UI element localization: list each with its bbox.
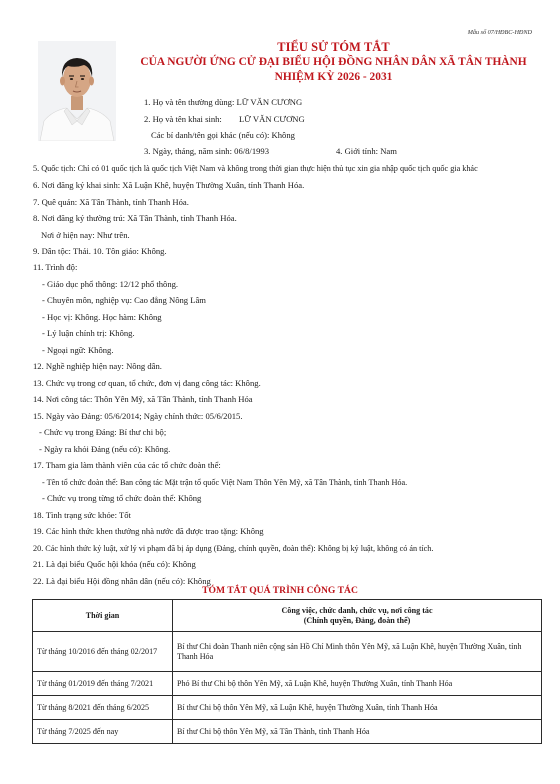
field-awards: 19. Các hình thức khen thưởng nhà nước đã được trao tặng: Không [33,526,264,536]
field-organization-name: - Tên tổ chức đoàn thể: Ban công tác Mặt trận tổ quốc Việt Nam Thôn Yên Mỹ, xã Tân Thành, tỉnh Thanh Hóa. [42,478,408,487]
field-education-heading: 11. Trình độ: [33,262,78,272]
field-organization-position: - Chức vụ trong từng tổ chức đoàn thể: Không [42,493,202,503]
field-peoples-council: 22. Là đại biểu Hội đồng nhân dân (nếu có): Không [33,576,211,586]
field-foreign-language: - Ngoại ngữ: Không. [42,345,114,355]
title-line-1: TIỂU SỬ TÓM TẮT [277,40,390,54]
field-party-exit: - Ngày ra khỏi Đảng (nếu có): Không. [39,444,171,454]
document-title [125,40,542,84]
title-line-3: NHIỆM KỲ 2026 - 2031 [274,71,393,84]
field-ethnicity-religion: 9. Dân tộc: Thái. 10. Tôn giáo: Không. [33,246,167,256]
row-time: Từ tháng 01/2019 đến tháng 7/2021 [33,672,173,696]
row-description: Phó Bí thư Chi bộ thôn Yên Mỹ, xã Luận Khê, huyện Thường Xuân, tỉnh Thanh Hóa [173,672,542,696]
field-permanent-residence: 8. Nơi đăng ký thường trú: Xã Tân Thành, tỉnh Thanh Hóa. [33,213,237,223]
title-line-2: CỦA NGƯỜI ỨNG CỬ ĐẠI BIỂU HỘI ĐỒNG NHÂN DÂN XÃ TÂN THÀNH [140,56,527,69]
work-history-title: TÓM TẮT QUÁ TRÌNH CÔNG TÁC [202,585,358,596]
field-occupation: 12. Nghề nghiệp hiện nay: Nông dân. [33,361,162,371]
form-code: Mẫu số 07/HĐBC-HĐND [467,29,532,36]
row-time: Từ tháng 8/2021 đến tháng 6/2025 [33,696,173,720]
row-description: Bí thư Chi đoàn Thanh niên cộng sản Hồ Chí Minh thôn Yên Mỹ, xã Luận Khê, huyện Thường Xuân, tỉnh Thanh Hóa [173,632,542,672]
field-birth-registration: 6. Nơi đăng ký khai sinh: Xã Luận Khê, huyện Thường Xuân, tỉnh Thanh Hóa. [33,180,305,190]
field-general-education: - Giáo dục phổ thông: 12/12 phổ thông. [42,279,179,289]
row-time: Từ tháng 10/2016 đến tháng 02/2017 [33,632,173,672]
header-time: Thời gian [33,600,173,632]
table-row [33,720,542,744]
field-nationality: 5. Quốc tịch: Chỉ có 01 quốc tịch là quốc tịch Việt Nam và không trong thời gian thực hiện thủ tục xin gia nhập quốc tịch quốc gia khác [33,164,478,173]
row-time: Từ tháng 7/2025 đến nay [33,720,173,744]
field-workplace: 14. Nơi công tác: Thôn Yên Mỹ, xã Tân Thành, tỉnh Thanh Hóa [33,394,253,404]
row-description: Bí thư Chi bộ thôn Yên Mỹ, xã Luận Khê, huyện Thường Xuân, tỉnh Thanh Hóa [173,696,542,720]
row-description: Bí thư Chi bộ thôn Yên Mỹ, xã Tân Thành, tỉnh Thanh Hóa [173,720,542,744]
field-specialization: - Chuyên môn, nghiệp vụ: Cao đẳng Nông Lâm [42,295,206,305]
field-political-theory: - Lý luận chính trị: Không. [42,328,135,338]
field-discipline: 20. Các hình thức kỷ luật, xử lý vi phạm đã bị áp dụng (Đảng, chính quyền, đoàn thể): Không bị kỷ luật, không có án tích. [33,544,434,553]
field-common-name: 1. Họ và tên thường dùng: LỮ VĂN CƯƠNG [144,97,303,107]
field-degree-title: - Học vị: Không. Học hàm: Không [42,312,162,322]
field-health: 18. Tình trạng sức khỏe: Tốt [33,510,131,520]
header-description: Công việc, chức danh, chức vụ, nơi công tác (Chính quyền, Đảng, đoàn thể) [173,600,542,632]
table-row [33,672,542,696]
field-organizations-heading: 17. Tham gia làm thành viên của các tổ chức đoàn thể: [33,460,221,470]
portrait-image [38,41,116,141]
table-row [33,696,542,720]
field-current-residence: Nơi ở hiện nay: Như trên. [41,230,130,240]
field-party-dates: 15. Ngày vào Đảng: 05/6/2014; Ngày chính thức: 05/6/2015. [33,411,243,421]
field-party-position: - Chức vụ trong Đảng: Bí thư chi bộ; [39,427,167,437]
field-birth-date: 3. Ngày, tháng, năm sinh: 06/8/1993 [144,146,270,156]
field-hometown: 7. Quê quán: Xã Tân Thành, tỉnh Thanh Hóa. [33,197,189,207]
field-aliases: Các bí danh/tên gọi khác (nếu có): Không [151,130,295,140]
field-birth-name: 2. Họ và tên khai sinh: LỮ VĂN CƯƠNG [144,114,305,124]
field-gender: 4. Giới tính: Nam [336,146,397,156]
table-row [33,632,542,672]
portrait-photo [38,41,116,141]
work-history-table [32,599,542,744]
field-national-assembly: 21. Là đại biểu Quốc hội khóa (nếu có): Không [33,559,196,569]
field-position: 13. Chức vụ trong cơ quan, tổ chức, đơn vị đang công tác: Không. [33,378,261,388]
table-header-row [33,600,542,632]
